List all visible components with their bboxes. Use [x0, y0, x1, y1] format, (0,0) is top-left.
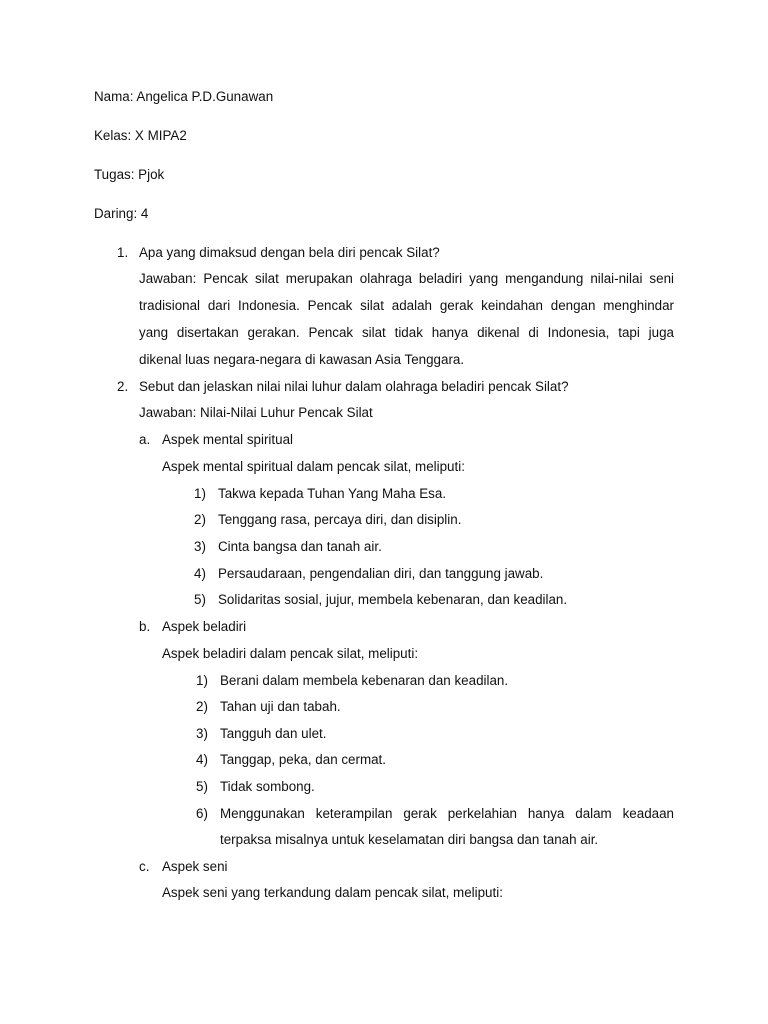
list-item-text: Persaudaraan, pengendalian diri, dan tanggung jawab.: [218, 566, 544, 581]
online-session: Daring: 4: [94, 206, 149, 221]
list-item-text: Tangguh dan ulet.: [220, 726, 327, 741]
answer-1-line: yang disertakan gerakan. Pencak silat tidak hanya dikenal di Indonesia, tapi juga: [139, 325, 674, 340]
aspect-c-letter: c.: [139, 859, 150, 874]
aspect-a-intro: Aspek mental spiritual dalam pencak silat, meliputi:: [162, 459, 465, 474]
answer-1-line: Jawaban: Pencak silat merupakan olahraga beladiri yang mengandung nilai-nilai seni: [139, 271, 674, 286]
list-item-text: Cinta bangsa dan tanah air.: [218, 539, 382, 554]
list-item-number: 3): [194, 539, 206, 554]
list-item-text: Menggunakan keterampilan gerak perkelahian hanya dalam keadaan: [220, 806, 674, 821]
aspect-a-title: Aspek mental spiritual: [162, 432, 293, 447]
list-item-number: 1): [194, 486, 206, 501]
list-item-number: 3): [196, 726, 208, 741]
list-item-text: Tidak sombong.: [220, 779, 315, 794]
list-item-number: 4): [196, 752, 208, 767]
list-item-number: 5): [196, 779, 208, 794]
answer-2-heading: Jawaban: Nilai-Nilai Luhur Pencak Silat: [139, 405, 373, 420]
list-item-text: Tahan uji dan tabah.: [220, 699, 341, 714]
question-1-text: Apa yang dimaksud dengan bela diri pencak Silat?: [139, 245, 440, 260]
list-item-number: 5): [194, 592, 206, 607]
list-item-text: Tenggang rasa, percaya diri, dan disiplin.: [218, 512, 462, 527]
aspect-a-letter: a.: [139, 432, 151, 447]
student-name: Nama: Angelica P.D.Gunawan: [94, 89, 274, 104]
list-item-number: 6): [196, 806, 208, 821]
student-class: Kelas: X MIPA2: [94, 128, 187, 143]
list-item-text: Takwa kepada Tuhan Yang Maha Esa.: [218, 486, 447, 501]
aspect-b-intro: Aspek beladiri dalam pencak silat, meliputi:: [162, 646, 419, 661]
answer-1-line: dikenal luas negara-negara di kawasan Asia Tenggara.: [139, 352, 465, 367]
list-item-text: Berani dalam membela kebenaran dan keadilan.: [220, 673, 509, 688]
list-item-number: 1): [196, 673, 208, 688]
list-item-text: Tanggap, peka, dan cermat.: [220, 752, 387, 767]
question-2-number: 2.: [117, 379, 129, 394]
list-item-number: 2): [196, 699, 208, 714]
aspect-b-letter: b.: [139, 619, 151, 634]
list-item-number: 4): [194, 566, 206, 581]
question-1-number: 1.: [117, 245, 129, 260]
list-item-number: 2): [194, 512, 206, 527]
question-2-text: Sebut dan jelaskan nilai nilai luhur dalam olahraga beladiri pencak Silat?: [139, 379, 569, 394]
answer-1-line: tradisional dari Indonesia. Pencak silat adalah gerak keindahan dengan menghindar: [139, 298, 674, 313]
assignment-subject: Tugas: Pjok: [94, 167, 165, 182]
list-item-text: Solidaritas sosial, jujur, membela kebenaran, dan keadilan.: [218, 592, 568, 607]
list-item-text-continued: terpaksa misalnya untuk keselamatan diri bangsa dan tanah air.: [220, 832, 599, 847]
aspect-c-intro: Aspek seni yang terkandung dalam pencak silat, meliputi:: [162, 885, 503, 900]
aspect-b-title: Aspek beladiri: [162, 619, 247, 634]
aspect-c-title: Aspek seni: [162, 859, 228, 874]
